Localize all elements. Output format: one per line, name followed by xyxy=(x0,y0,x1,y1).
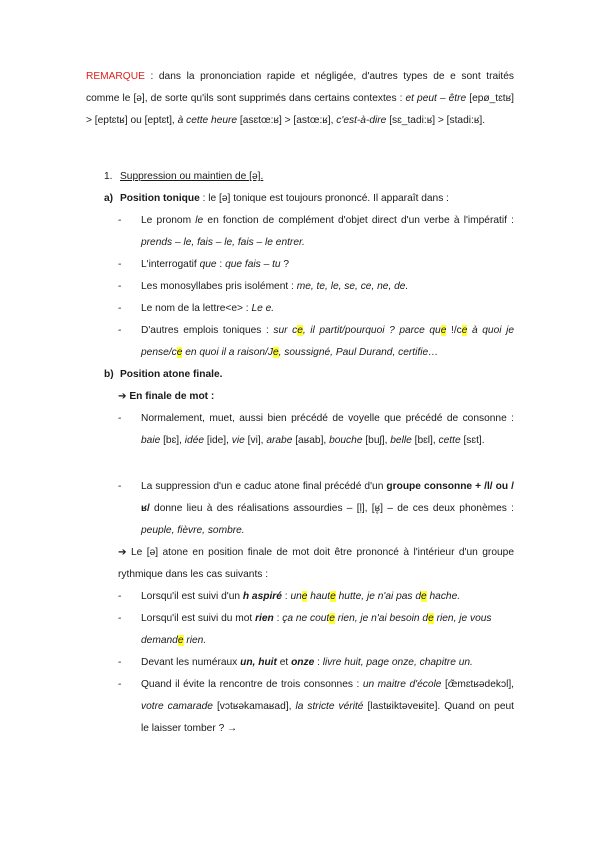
list-item: Les monosyllabes pris isolément : me, te, le, se, ce, ne, de. xyxy=(141,281,409,292)
remark-text: : dans la prononciation rapide et négligée, d'autres types de e sont traités comme le [ə], de sorte qu'ils sont supprimés dans certains contextes : xyxy=(86,71,514,104)
remark-example: et peut – être xyxy=(405,93,467,104)
arrow-icon: ➔ xyxy=(118,391,127,402)
bullet-dash: - xyxy=(118,481,122,492)
bullet-dash: - xyxy=(118,281,122,292)
remark-example: à cette heure xyxy=(177,115,238,126)
remark-phonetic: [sɛ_tadi:ʁ] > [stadi:ʁ]. xyxy=(386,115,486,126)
bullet-dash: - xyxy=(118,215,122,226)
arrow-paragraph: ➔ Le [ə] atone en position finale de mot doit être prononcé à l'intérieur d'un groupe rythmique dans les cas suivants : xyxy=(118,547,514,580)
remark-example: c'est-à-dire xyxy=(336,115,387,126)
bullet-dash: - xyxy=(118,259,122,270)
bullet-dash: - xyxy=(118,325,122,336)
subsection-title: Position atone finale. xyxy=(120,369,223,380)
list-item: La suppression d'un e caduc atone final précédé d'un groupe consonne + /l/ ou /ʁ/ donne lieu à des réalisations assourdies – [ḷ], [ʁ̥] – de ces deux phonèmes : peuple, fièvre, sombre. xyxy=(141,481,514,536)
subsection-text: : le [ə] tonique est toujours prononcé. Il apparaît dans : xyxy=(199,193,449,204)
list-item: Quand il évite la rencontre de trois consonnes : un maitre d'école [œ̃mɛtʁədekɔl], votre camarade [vɔtʁəkamaʁad], la stricte vérité [lastʁiktəveʁite]. Quand on peut le laisser tomber ? → xyxy=(141,679,515,734)
section-title: Suppression ou maintien de [ə]. xyxy=(120,171,264,182)
arrow-icon: ➔ xyxy=(118,547,127,558)
subsection-letter: b) xyxy=(104,369,114,380)
list-item: Le nom de la lettre<e> : Le e. xyxy=(141,303,275,314)
list-item: Normalement, muet, aussi bien précédé de voyelle que précédé de consonne : baie [bɛ], idée [ide], vie [vi], arabe [aʁab], bouche [buʃ], belle [bɛl], cette [sɛt]. xyxy=(141,413,514,446)
list-item: Lorsqu'il est suivi d'un h aspiré : une haute hutte, je n'ai pas de hache. xyxy=(141,591,461,602)
bullet-dash: - xyxy=(118,303,122,314)
section-number: 1. xyxy=(104,171,113,182)
remark-label: REMARQUE xyxy=(86,71,145,82)
remark-paragraph xyxy=(86,66,514,132)
list-item: D'autres emplois toniques : sur ce, il partit/pourquoi ? parce que !/ce à quoi je pense/ce en quoi il a raison/Je, soussigné, Paul Durand, certifie… xyxy=(141,325,515,358)
bullet-dash: - xyxy=(118,657,122,668)
bullet-dash: - xyxy=(118,591,122,602)
remark-phonetic: [asɛtœ:ʁ] > [astœ:ʁ], xyxy=(237,115,337,126)
arrow-heading: ➔ En finale de mot : xyxy=(118,391,215,402)
bullet-dash: - xyxy=(118,413,122,424)
list-item: L'interrogatif que : que fais – tu ? xyxy=(141,259,290,270)
bullet-dash: - xyxy=(118,613,122,624)
subsection-a xyxy=(120,188,449,210)
bullet-dash: - xyxy=(118,679,122,690)
subsection-title: Position tonique xyxy=(120,193,200,204)
subsection-letter: a) xyxy=(104,193,114,204)
list-item: Lorsqu'il est suivi du mot rien : ça ne coute rien, je n'ai besoin de rien, je vous demande rien. xyxy=(141,613,492,646)
remark-phonetic: [epø_tɛtʁ] > [eptɛtʁ] ou [eptɛt], xyxy=(86,93,514,126)
list-item: Le pronom le en fonction de complément d'objet direct d'un verbe à l'impératif : prends – le, fais – le, fais – le entrer. xyxy=(141,215,514,248)
list-item: Devant les numéraux un, huit et onze : livre huit, page onze, chapitre un. xyxy=(141,657,473,668)
